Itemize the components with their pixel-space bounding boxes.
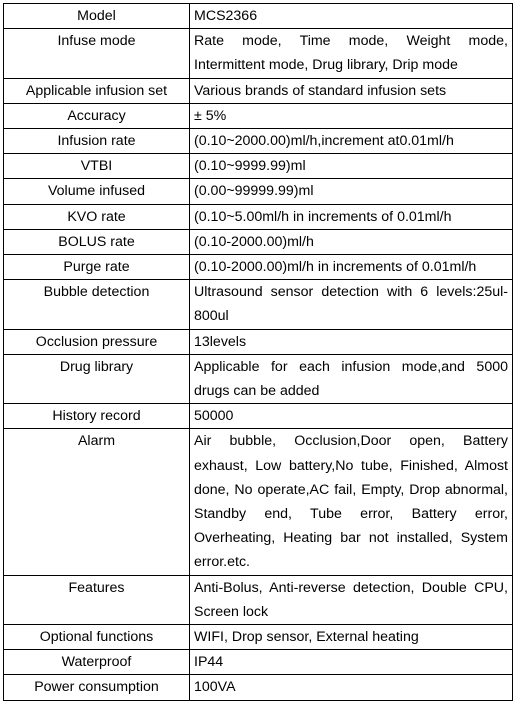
row-value: Rate mode, Time mode, Weight mode, Intermittent mode, Drug library, Drip mode	[190, 29, 513, 78]
table-row	[4, 204, 513, 229]
row-value: (0.10~5.00ml/h in increments of 0.01ml/h	[190, 204, 513, 229]
row-label: Power consumption	[4, 675, 190, 700]
table-row	[4, 129, 513, 154]
row-label: Applicable infusion set	[4, 78, 190, 103]
row-label: Features	[4, 575, 190, 624]
row-value: (0.10~2000.00)ml/h,increment at0.01ml/h	[190, 129, 513, 154]
row-label: Optional functions	[4, 625, 190, 650]
row-label: Infusion rate	[4, 129, 190, 154]
row-label: Purge rate	[4, 255, 190, 280]
row-value: (0.00~99999.99)ml	[190, 179, 513, 204]
row-label: Infuse mode	[4, 29, 190, 78]
table-row	[4, 575, 513, 624]
row-label: Accuracy	[4, 103, 190, 128]
table-row	[4, 429, 513, 575]
table-row	[4, 4, 513, 29]
spec-table	[3, 3, 513, 701]
table-row	[4, 229, 513, 254]
row-value: Air bubble, Occlusion,Door open, Battery exhaust, Low battery,No tube, Finished, Almost done, No operate,AC fail, Empty, Drop abnormal, Standby end, Tube error, Battery error, Overheating, Heating bar not installed, System error.etc.	[190, 429, 513, 575]
row-value: 100VA	[190, 675, 513, 700]
row-value: Anti-Bolus, Anti-reverse detection, Double CPU, Screen lock	[190, 575, 513, 624]
row-value: 13levels	[190, 329, 513, 354]
table-row	[4, 29, 513, 78]
row-label: Bubble detection	[4, 280, 190, 329]
row-value: MCS2366	[190, 4, 513, 29]
row-value: 50000	[190, 404, 513, 429]
row-label: VTBI	[4, 154, 190, 179]
row-label: Drug library	[4, 354, 190, 403]
table-row	[4, 329, 513, 354]
row-label: Model	[4, 4, 190, 29]
row-value: WIFI, Drop sensor, External heating	[190, 625, 513, 650]
table-row	[4, 625, 513, 650]
table-row	[4, 354, 513, 403]
spec-table-body	[4, 4, 513, 701]
table-row	[4, 255, 513, 280]
row-label: Waterproof	[4, 650, 190, 675]
row-label: History record	[4, 404, 190, 429]
table-row	[4, 179, 513, 204]
row-value: IP44	[190, 650, 513, 675]
row-value: ± 5%	[190, 103, 513, 128]
row-value: Ultrasound sensor detection with 6 levels:25ul-800ul	[190, 280, 513, 329]
table-row	[4, 280, 513, 329]
row-label: Alarm	[4, 429, 190, 575]
row-label: Occlusion pressure	[4, 329, 190, 354]
table-row	[4, 404, 513, 429]
row-value: (0.10-2000.00)ml/h	[190, 229, 513, 254]
table-row	[4, 675, 513, 700]
row-value: Applicable for each infusion mode,and 5000 drugs can be added	[190, 354, 513, 403]
row-value: Various brands of standard infusion sets	[190, 78, 513, 103]
row-value: (0.10-2000.00)ml/h in increments of 0.01ml/h	[190, 255, 513, 280]
table-row	[4, 650, 513, 675]
row-value: (0.10~9999.99)ml	[190, 154, 513, 179]
table-row	[4, 78, 513, 103]
table-row	[4, 154, 513, 179]
row-label: BOLUS rate	[4, 229, 190, 254]
table-row	[4, 103, 513, 128]
row-label: KVO rate	[4, 204, 190, 229]
row-label: Volume infused	[4, 179, 190, 204]
